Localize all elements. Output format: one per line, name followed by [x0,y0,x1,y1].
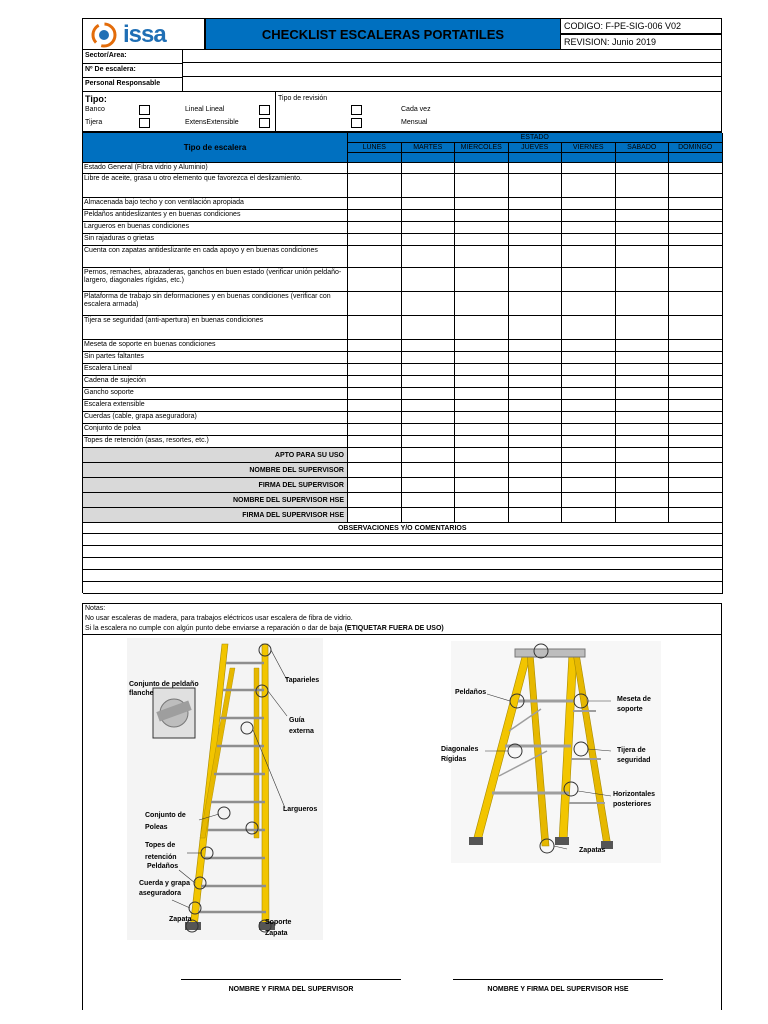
check-cell[interactable] [348,222,402,234]
form-code: CODIGO: F-PE-SIG-006 V02 [560,18,722,34]
check-cell[interactable] [402,198,456,210]
check-cell[interactable] [509,436,563,448]
signoff-cell[interactable] [562,463,616,478]
checklist-item: Cadena de sujeción [83,376,348,388]
label-diagonales-rigidas: Diagonales Rígidas [441,746,479,763]
check-cell[interactable] [509,222,563,234]
sector-label: Sector/Area: [85,52,127,59]
check-cell[interactable] [402,268,456,292]
checklist-item: Escalera extensible [83,400,348,412]
hse-signature-label: NOMBRE Y FIRMA DEL SUPERVISOR HSE [487,986,629,993]
check-cell[interactable] [669,424,723,436]
check-cell[interactable] [348,424,402,436]
signoff-cell[interactable] [455,478,509,493]
hse-signature-line[interactable] [453,979,663,980]
signoff-cell[interactable] [455,448,509,463]
check-cell[interactable] [616,364,670,376]
checklist-item: Plataforma de trabajo sin deformaciones y en buenas condiciones (verificar con escalera armada) [83,292,348,316]
label-conjunto-poleas: Conjunto de Poleas [145,812,186,831]
check-cell[interactable] [455,198,509,210]
check-cell[interactable] [455,210,509,222]
mensual-label: Mensual [401,119,428,126]
check-cell[interactable] [402,412,456,424]
check-cell[interactable] [562,352,616,364]
check-cell[interactable] [348,210,402,222]
checklist-item: Cuerdas (cable, grapa aseguradora) [83,412,348,424]
notes-section [82,603,722,635]
checklist-item: Estado General (Fibra vidrio y Aluminio) [83,163,348,174]
check-cell[interactable] [348,234,402,246]
check-cell[interactable] [616,174,670,198]
check-cell[interactable] [562,340,616,352]
signoff-cell[interactable] [509,463,563,478]
check-cell[interactable] [348,198,402,210]
signoff-cell[interactable] [455,508,509,523]
check-cell[interactable] [402,292,456,316]
banco-checkbox[interactable] [139,105,150,115]
day-subheader-5 [616,153,670,163]
signoff-cell[interactable] [455,463,509,478]
signoff-label: NOMBRE DEL SUPERVISOR [83,463,348,478]
check-cell[interactable] [509,376,563,388]
checklist-item: Sin partes faltantes [83,352,348,364]
check-cell[interactable] [348,352,402,364]
check-cell[interactable] [455,316,509,340]
checklist-item: Peldaños antideslizantes y en buenas condiciones [83,210,348,222]
check-cell[interactable] [509,234,563,246]
check-cell[interactable] [616,268,670,292]
check-cell[interactable] [616,292,670,316]
check-cell[interactable] [509,352,563,364]
check-cell[interactable] [509,198,563,210]
check-cell[interactable] [509,246,563,268]
check-cell[interactable] [455,340,509,352]
check-cell[interactable] [455,163,509,174]
label-guia-externa: Guía externa [289,717,314,735]
check-cell[interactable] [562,364,616,376]
check-cell[interactable] [509,364,563,376]
check-cell[interactable] [616,376,670,388]
check-cell[interactable] [348,268,402,292]
check-cell[interactable] [348,376,402,388]
signoff-cell[interactable] [348,448,402,463]
signoff-cell[interactable] [669,508,723,523]
diagram-section [82,635,722,1010]
check-cell[interactable] [616,316,670,340]
extensible-checkbox[interactable] [259,118,270,128]
check-cell[interactable] [509,340,563,352]
checklist-item: Meseta de soporte en buenas condiciones [83,340,348,352]
signoff-cell[interactable] [402,448,456,463]
day-subheader-6 [669,153,723,163]
check-cell[interactable] [562,234,616,246]
day-header-5: SABADO [616,143,670,153]
check-cell[interactable] [562,163,616,174]
observation-line[interactable] [83,534,723,546]
check-cell[interactable] [562,198,616,210]
check-cell[interactable] [669,316,723,340]
signoff-label: NOMBRE DEL SUPERVISOR HSE [83,493,348,508]
day-subheader-3 [509,153,563,163]
check-cell[interactable] [455,246,509,268]
label-tijera-seguridad: Tijera de seguridad [617,747,651,764]
check-cell[interactable] [509,174,563,198]
check-cell[interactable] [402,388,456,400]
check-cell[interactable] [402,234,456,246]
label-conjunto-peldano: Conjunto de peldaño flanche [129,681,199,697]
check-cell[interactable] [562,316,616,340]
check-cell[interactable] [616,234,670,246]
check-cell[interactable] [669,163,723,174]
label-zapatas: Zapatas [579,847,606,854]
signoff-cell[interactable] [669,493,723,508]
checklist-item: Largueros en buenas condiciones [83,222,348,234]
signoff-cell[interactable] [669,478,723,493]
notes-title: Notas: [85,605,106,612]
lineal-checkbox[interactable] [259,105,270,115]
check-cell[interactable] [455,400,509,412]
check-cell[interactable] [562,436,616,448]
signoff-cell[interactable] [509,508,563,523]
check-cell[interactable] [509,424,563,436]
day-header-2: MIERCOLES [455,143,509,153]
check-cell[interactable] [562,388,616,400]
form-revision: REVISION: Junio 2019 [560,34,722,50]
check-cell[interactable] [402,246,456,268]
check-cell[interactable] [402,222,456,234]
check-cell[interactable] [348,340,402,352]
check-cell[interactable] [455,388,509,400]
checklist-item: Tijera se seguridad (anti-apertura) en buenas condiciones [83,316,348,340]
check-cell[interactable] [616,222,670,234]
check-cell[interactable] [455,412,509,424]
check-cell[interactable] [509,292,563,316]
label-soporte-zapata: Soporte Zapata [265,919,292,937]
day-header-0: LUNES [348,143,402,153]
cada-vez-checkbox[interactable] [351,105,362,115]
check-cell[interactable] [669,198,723,210]
check-cell[interactable] [509,268,563,292]
signoff-cell[interactable] [509,478,563,493]
check-cell[interactable] [402,174,456,198]
label-zapata: Zapata [169,916,192,923]
tijera-checkbox[interactable] [139,118,150,128]
signoff-cell[interactable] [455,493,509,508]
signoff-cell[interactable] [402,493,456,508]
label-taparieles: Taparieles [285,677,320,684]
logo-text: issa [123,21,166,48]
option-banco-label: Banco [85,106,105,113]
check-cell[interactable] [402,400,456,412]
check-cell[interactable] [509,412,563,424]
check-cell[interactable] [402,210,456,222]
check-cell[interactable] [402,316,456,340]
check-cell[interactable] [669,174,723,198]
signoff-cell[interactable] [669,448,723,463]
observations-header: OBSERVACIONES Y/O COMENTARIOS [83,523,723,534]
signoff-cell[interactable] [616,508,670,523]
check-cell[interactable] [348,246,402,268]
check-cell[interactable] [616,246,670,268]
day-subheader-0 [348,153,402,163]
supervisor-signature-label: NOMBRE Y FIRMA DEL SUPERVISOR [228,986,354,993]
check-cell[interactable] [562,222,616,234]
option-lineal-label: Lineal Lineal [185,106,225,113]
check-cell[interactable] [348,292,402,316]
check-cell[interactable] [562,246,616,268]
ladder-type-header: Tipo de escalera [83,133,348,163]
check-cell[interactable] [616,424,670,436]
issa-logo-icon [89,22,119,48]
signoff-cell[interactable] [562,448,616,463]
check-cell[interactable] [562,400,616,412]
check-cell[interactable] [402,340,456,352]
check-cell[interactable] [348,436,402,448]
label-largueros: Largueros [283,806,318,813]
check-cell[interactable] [669,364,723,376]
cada-vez-label: Cada vez [401,106,431,113]
signoff-cell[interactable] [348,493,402,508]
check-cell[interactable] [455,352,509,364]
estado-header: ESTADO [348,133,723,143]
check-cell[interactable] [509,316,563,340]
check-cell[interactable] [455,376,509,388]
label-meseta-soporte: Meseta de soporte [617,696,651,713]
check-cell[interactable] [402,376,456,388]
signoff-cell[interactable] [616,493,670,508]
check-cell[interactable] [616,436,670,448]
check-cell[interactable] [616,198,670,210]
signoff-cell[interactable] [402,463,456,478]
check-cell[interactable] [402,424,456,436]
signoff-cell[interactable] [509,448,563,463]
notes-line-2-text: Si la escalera no cumple con algún punto debe enviarse a reparación o dar de baja [85,625,343,632]
check-cell[interactable] [669,436,723,448]
responsible-label: Personal Responsable [85,80,161,87]
signoff-label: APTO PARA SU USO [83,448,348,463]
check-cell[interactable] [562,210,616,222]
signoff-cell[interactable] [348,478,402,493]
check-cell[interactable] [669,352,723,364]
signoff-label: FIRMA DEL SUPERVISOR HSE [83,508,348,523]
responsible-field[interactable] [182,77,722,91]
checklist-item: Cuenta con zapatas antideslizante en cada apoyo y en buenas condiciones [83,246,348,268]
check-cell[interactable] [562,424,616,436]
logo-cell [82,18,205,50]
check-cell[interactable] [402,163,456,174]
sector-field[interactable] [182,50,722,63]
tipo-section [82,92,722,132]
check-cell[interactable] [562,174,616,198]
check-cell[interactable] [616,400,670,412]
day-header-4: VIERNES [562,143,616,153]
label-topes-retencion: Topes de retención [145,842,177,861]
ladder-number-label: Nº De escalera: [85,66,136,73]
check-cell[interactable] [348,388,402,400]
day-subheader-2 [455,153,509,163]
signoff-cell[interactable] [562,478,616,493]
check-cell[interactable] [455,292,509,316]
checklist-item: Conjunto de polea [83,424,348,436]
label-cuerda-grapa: Cuerda y grapa aseguradora [139,880,190,897]
day-subheader-1 [402,153,456,163]
signoff-cell[interactable] [616,448,670,463]
signoff-cell[interactable] [402,508,456,523]
supervisor-signature-line[interactable] [181,979,401,980]
check-cell[interactable] [669,234,723,246]
check-cell[interactable] [348,163,402,174]
check-cell[interactable] [616,210,670,222]
check-cell[interactable] [402,436,456,448]
signoff-cell[interactable] [616,463,670,478]
check-cell[interactable] [455,174,509,198]
mensual-checkbox[interactable] [351,118,362,128]
check-cell[interactable] [669,292,723,316]
checklist-item: Pernos, remaches, abrazaderas, ganchos en buen estado (verificar unión peldaño-largero, diagonales rígidas, etc.) [83,268,348,292]
check-cell[interactable] [455,364,509,376]
check-cell[interactable] [669,388,723,400]
signoff-cell[interactable] [669,463,723,478]
check-cell[interactable] [455,234,509,246]
page-title: CHECKLIST ESCALERAS PORTATILES [205,18,561,50]
check-cell[interactable] [616,163,670,174]
check-cell[interactable] [562,292,616,316]
check-cell[interactable] [348,364,402,376]
checklist-item: Almacenada bajo techo y con ventilación apropiada [83,198,348,210]
label-peldanos-right: Peldaños [455,689,487,696]
check-cell[interactable] [455,436,509,448]
check-cell[interactable] [455,222,509,234]
day-subheader-4 [562,153,616,163]
checklist-table [82,132,722,593]
observation-line[interactable] [83,558,723,570]
check-cell[interactable] [669,412,723,424]
check-cell[interactable] [669,222,723,234]
signoff-label: FIRMA DEL SUPERVISOR [83,478,348,493]
notes-line-1: No usar escaleras de madera, para trabajos eléctricos usar escalera de fibra de vidrio. [85,615,353,622]
option-extensible-label: ExtensExtensible [185,119,239,126]
signoff-cell[interactable] [402,478,456,493]
check-cell[interactable] [669,268,723,292]
observation-line[interactable] [83,570,723,582]
checklist-item: Gancho soporte [83,388,348,400]
signoff-cell[interactable] [562,508,616,523]
check-cell[interactable] [402,352,456,364]
checklist-item: Escalera Lineal [83,364,348,376]
notes-out-of-use: (ETIQUETAR FUERA DE USO) [344,625,444,632]
checklist-item: Sin rajaduras o grietas [83,234,348,246]
signoff-cell[interactable] [348,463,402,478]
check-cell[interactable] [509,210,563,222]
day-header-1: MARTES [402,143,456,153]
check-cell[interactable] [616,352,670,364]
signoff-cell[interactable] [509,493,563,508]
check-cell[interactable] [616,388,670,400]
info-section [82,50,722,92]
observation-line[interactable] [83,582,723,594]
checklist-item: Libre de aceite, grasa u otro elemento que favorezca el deslizamiento. [83,174,348,198]
observation-line[interactable] [83,546,723,558]
check-cell[interactable] [562,376,616,388]
ladder-number-field[interactable] [182,63,722,77]
check-cell[interactable] [669,340,723,352]
option-tijera-label: Tijera [85,119,103,126]
check-cell[interactable] [509,388,563,400]
check-cell[interactable] [455,424,509,436]
signoff-cell[interactable] [348,508,402,523]
check-cell[interactable] [616,412,670,424]
check-cell[interactable] [348,412,402,424]
check-cell[interactable] [348,174,402,198]
check-cell[interactable] [348,400,402,412]
check-cell[interactable] [455,268,509,292]
check-cell[interactable] [562,412,616,424]
tipo-label: Tipo: [85,94,107,104]
check-cell[interactable] [669,246,723,268]
check-cell[interactable] [669,400,723,412]
check-cell[interactable] [616,340,670,352]
check-cell[interactable] [669,376,723,388]
day-header-6: DOMINGO [669,143,723,153]
check-cell[interactable] [562,268,616,292]
day-header-3: JUEVES [509,143,563,153]
label-horizontales-posteriores: Horizontales posteriores [613,791,656,808]
signoff-cell[interactable] [562,493,616,508]
check-cell[interactable] [669,210,723,222]
check-cell[interactable] [509,400,563,412]
checklist-item: Topes de retención (asas, resortes, etc.) [83,436,348,448]
notes-line-2 [85,625,444,632]
check-cell[interactable] [509,163,563,174]
check-cell[interactable] [402,364,456,376]
check-cell[interactable] [348,316,402,340]
signoff-cell[interactable] [616,478,670,493]
label-peldanos-left: Peldaños [147,863,179,870]
revision-type-label: Tipo de revisión [278,95,328,102]
